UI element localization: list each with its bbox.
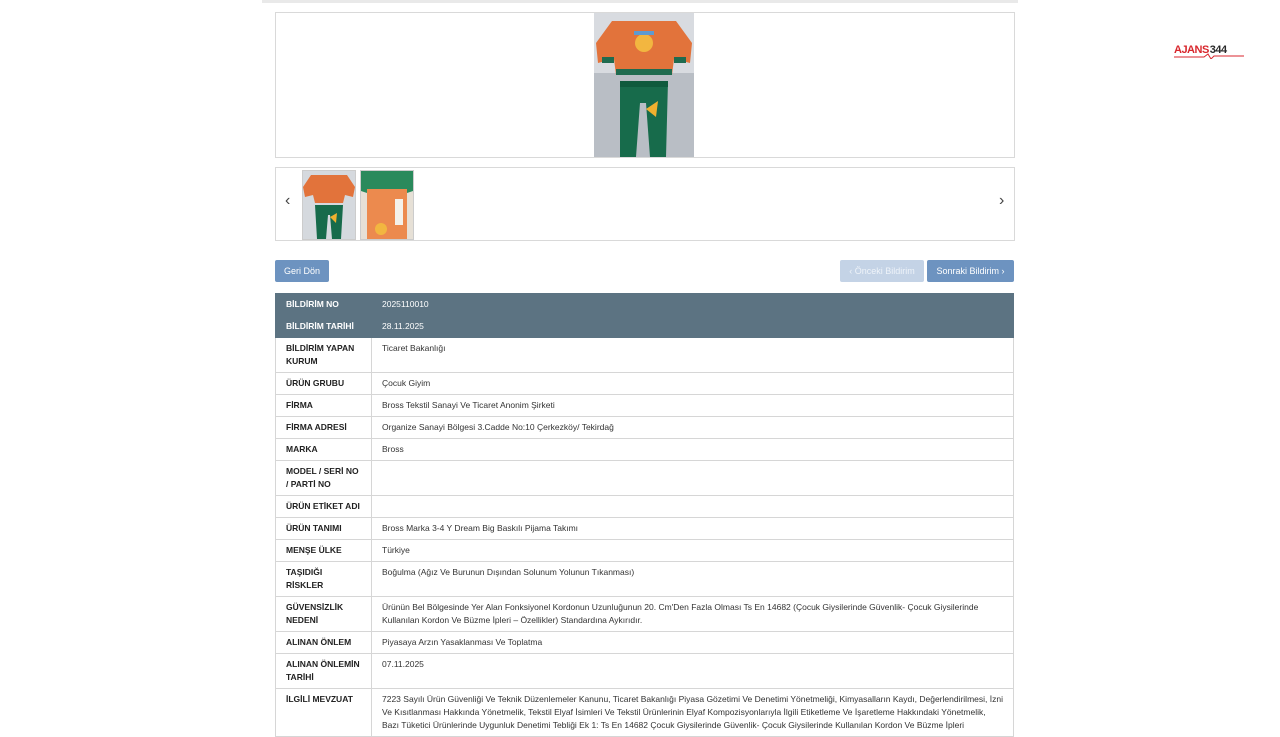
table-row (276, 562, 1014, 597)
row-label: GÜVENSİZLİK NEDENİ (276, 597, 372, 632)
logo-text-number: 344 (1209, 44, 1227, 56)
row-value: 07.11.2025 (372, 654, 1014, 689)
row-label: ÜRÜN ETİKET ADI (276, 496, 372, 518)
table-row (276, 338, 1014, 373)
row-value (372, 496, 1014, 518)
thumbnail-2[interactable] (360, 170, 414, 240)
table-row (276, 316, 1014, 338)
top-border (262, 0, 1018, 3)
row-label: MARKA (276, 439, 372, 461)
row-label: BİLDİRİM NO (276, 294, 372, 316)
row-value: Türkiye (372, 540, 1014, 562)
product-photo[interactable] (594, 13, 694, 157)
table-row (276, 417, 1014, 439)
thumbnail-1[interactable] (302, 170, 356, 240)
table-row (276, 654, 1014, 689)
carousel-next-arrow-icon[interactable]: › (999, 192, 1005, 209)
row-label: MODEL / SERİ NO / PARTİ NO (276, 461, 372, 496)
table-row (276, 597, 1014, 632)
row-label: İLGİLİ MEVZUAT (276, 689, 372, 737)
row-label: MENŞE ÜLKE (276, 540, 372, 562)
row-value: Organize Sanayi Bölgesi 3.Cadde No:10 Çerkezköy/ Tekirdağ (372, 417, 1014, 439)
row-value: Bross Tekstil Sanayi Ve Ticaret Anonim Şirketi (372, 395, 1014, 417)
row-label: BİLDİRİM YAPAN KURUM (276, 338, 372, 373)
next-notification-button[interactable]: Sonraki Bildirim › (927, 260, 1014, 282)
table-row (276, 439, 1014, 461)
row-label: ÜRÜN TANIMI (276, 518, 372, 540)
row-label: BİLDİRİM TARİHİ (276, 316, 372, 338)
table-row (276, 373, 1014, 395)
logo-text-main: AJANS (1174, 44, 1209, 56)
row-value: Boğulma (Ağız Ve Burunun Dışından Solunum Yolunun Tıkanması) (372, 562, 1014, 597)
thumbnail-carousel (275, 167, 1015, 241)
table-row (276, 294, 1014, 316)
row-label: FİRMA (276, 395, 372, 417)
table-row (276, 632, 1014, 654)
back-button[interactable]: Geri Dön (275, 260, 329, 282)
carousel-prev-arrow-icon[interactable]: ‹ (285, 192, 291, 209)
row-value: Ürünün Bel Bölgesinde Yer Alan Fonksiyonel Kordonun Uzunluğunun 20. Cm'Den Fazla Olması Ts En 14682 (Çocuk Giysilerinde Güvenlik- Çocuk Giysilerinde Kullanılan Kordon Ve Büzme İpleri – Özellikler) Standardına Aykırıdır. (372, 597, 1014, 632)
row-label: ALINAN ÖNLEM (276, 632, 372, 654)
row-label: TAŞIDIĞI RİSKLER (276, 562, 372, 597)
table-row (276, 518, 1014, 540)
table-row (276, 689, 1014, 737)
row-value: Çocuk Giyim (372, 373, 1014, 395)
row-value: Bross (372, 439, 1014, 461)
product-main-image-frame (275, 12, 1015, 158)
row-value: Ticaret Bakanlığı (372, 338, 1014, 373)
row-value: 7223 Sayılı Ürün Güvenliği Ve Teknik Düzenlemeler Kanunu, Ticaret Bakanlığı Piyasa Gözetimi Ve Denetimi Yönetmeliği, Kimyasalların Kaydı, Değerlendirilmesi, İzni Ve Kısıtlanması Hakkında Yönetmelik, Tekstil Elyaf İsimleri Ve Tekstil Ürünlerinin Elyaf Kompozisyonlarıyla İlgili Etiketleme Ve İşaretleme Hakkındaki Yönetmelik, Bazı Tüketici Ürünlerinde Uygunluk Denetimi Tebliği Ek 1: Ts En 14682 Çocuk Giysilerinde Güvenlik- Çocuk Giysilerinde Kullanılan Kordon Ve Büzme İpleri (372, 689, 1014, 737)
notification-details-table (275, 293, 1014, 737)
table-row (276, 461, 1014, 496)
row-label: FİRMA ADRESİ (276, 417, 372, 439)
row-value: Bross Marka 3-4 Y Dream Big Baskılı Pijama Takımı (372, 518, 1014, 540)
site-logo[interactable] (1174, 40, 1244, 60)
row-value: 2025110010 (372, 294, 1014, 316)
previous-notification-button[interactable]: ‹ Önceki Bildirim (840, 260, 924, 282)
row-value: Piyasaya Arzın Yasaklanması Ve Toplatma (372, 632, 1014, 654)
table-row (276, 496, 1014, 518)
logo-pulse-icon (1174, 53, 1244, 59)
row-value: 28.11.2025 (372, 316, 1014, 338)
table-row (276, 540, 1014, 562)
table-row (276, 395, 1014, 417)
row-label: ÜRÜN GRUBU (276, 373, 372, 395)
row-label: ALINAN ÖNLEMİN TARİHİ (276, 654, 372, 689)
row-value (372, 461, 1014, 496)
